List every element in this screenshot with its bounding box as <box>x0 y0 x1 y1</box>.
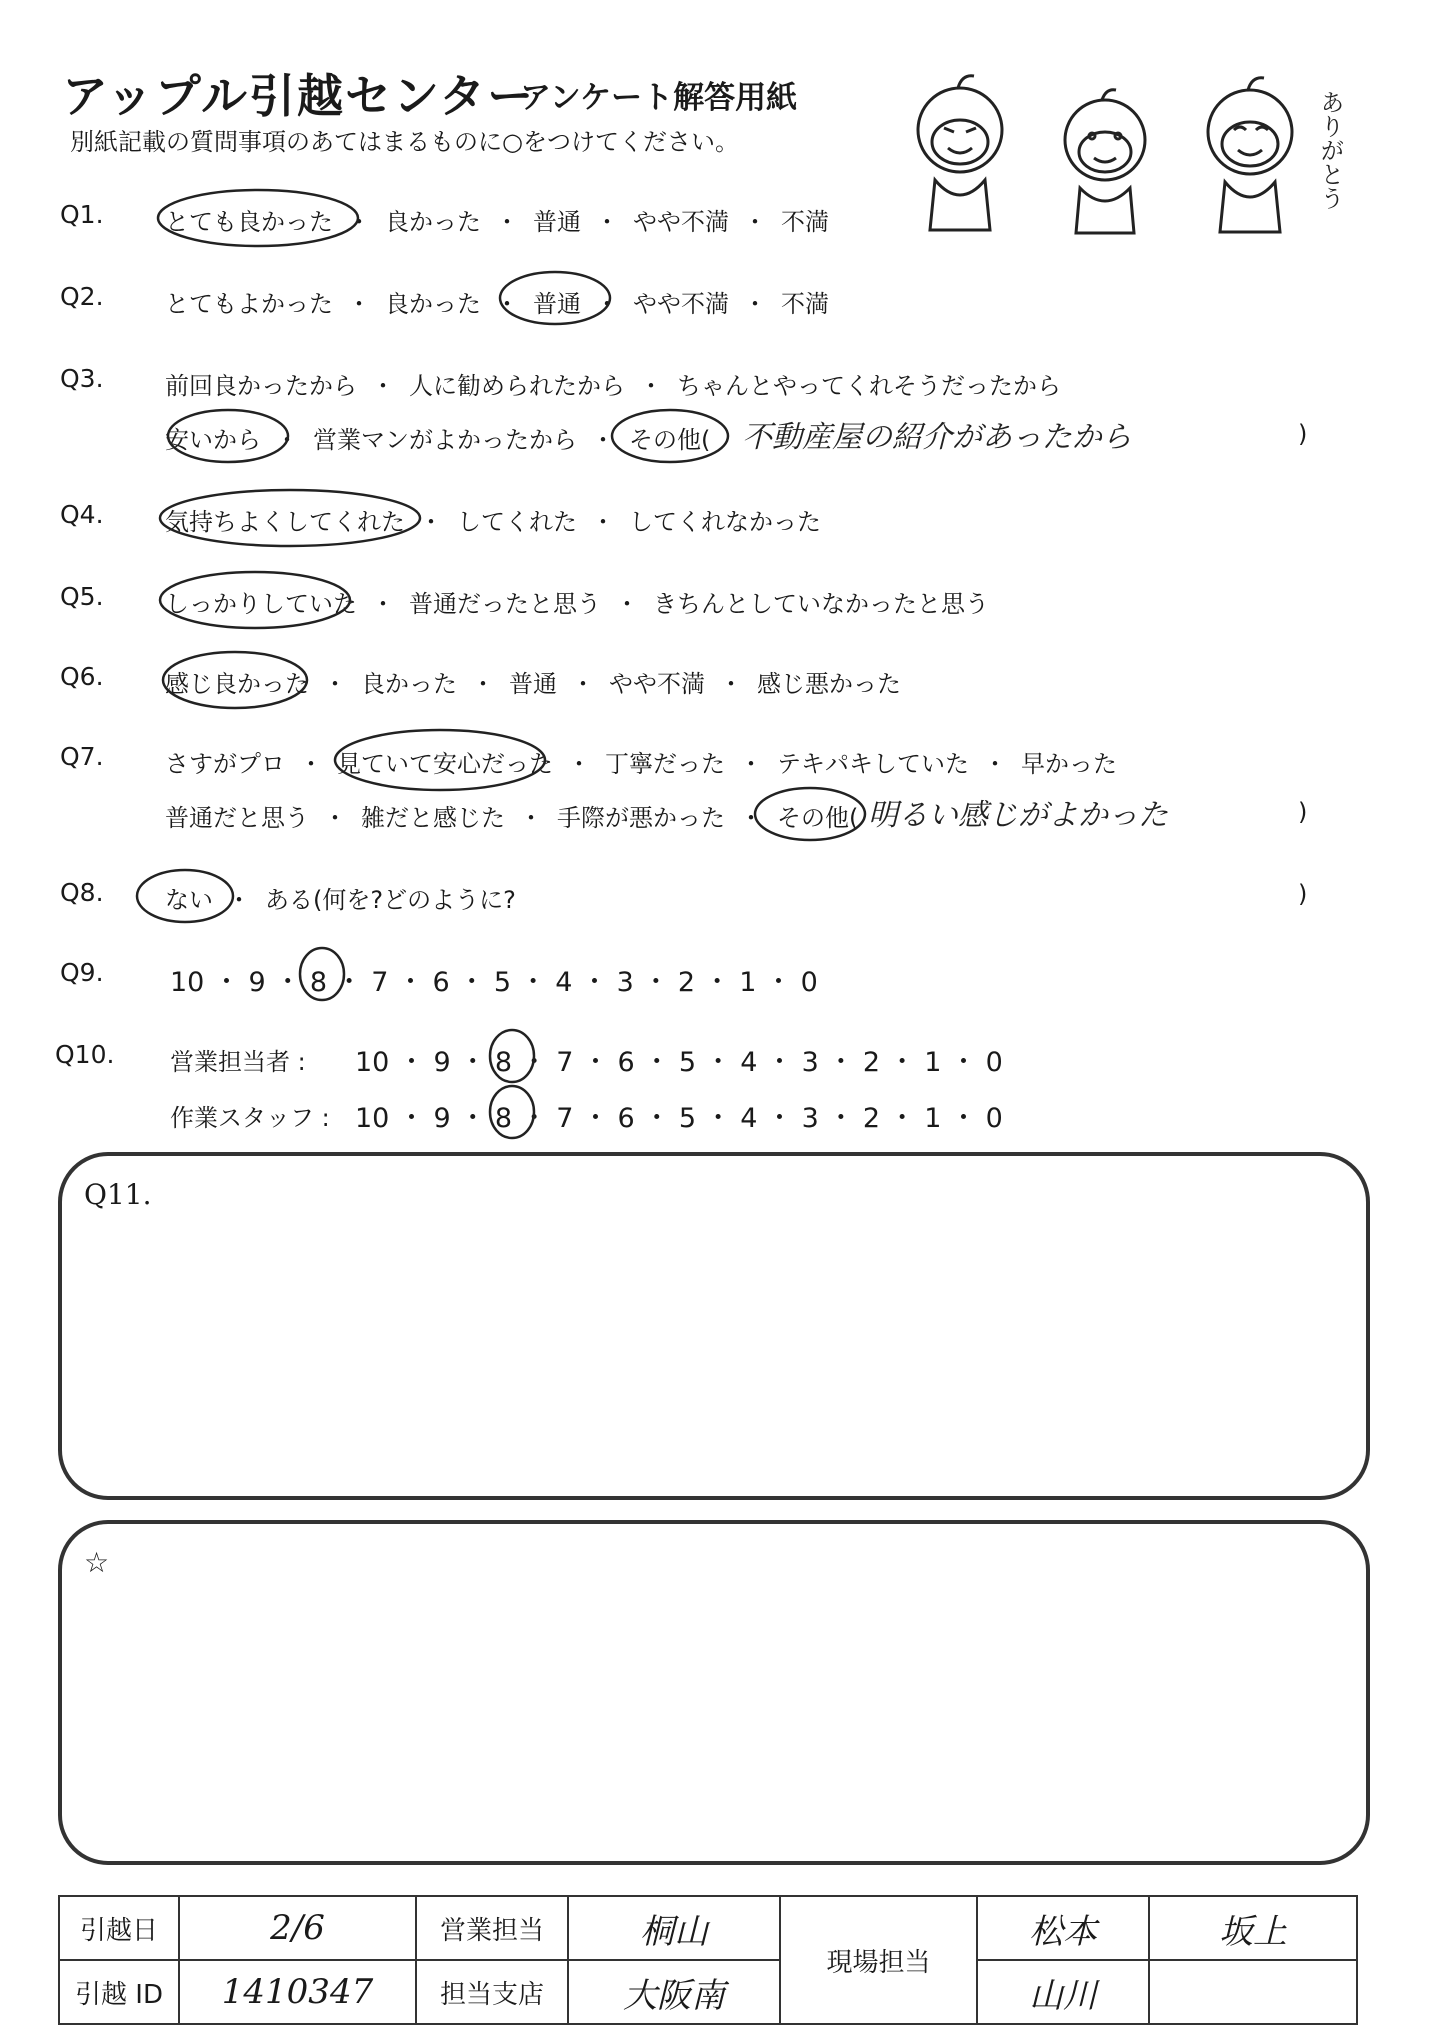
q7-option[interactable]: 丁寧だった <box>605 750 725 778</box>
site-rep-value-1[interactable]: 松本 <box>977 1896 1149 1960</box>
q5-option[interactable]: しっかりしていた <box>165 590 357 618</box>
q7-option[interactable]: 早かった <box>1021 750 1117 778</box>
q9-label: Q9. <box>60 958 104 987</box>
q3-option[interactable]: 前回良かったから <box>165 372 357 400</box>
site-rep-value-2[interactable]: 坂上 <box>1149 1896 1357 1960</box>
branch-value[interactable]: 大阪南 <box>568 1960 780 2024</box>
mascot-monkeys-illustration <box>880 70 1360 250</box>
move-date-label: 引越日 <box>59 1896 179 1960</box>
q1-option[interactable]: やや不満 <box>633 208 729 236</box>
q7-option[interactable]: さすがプロ <box>165 750 285 778</box>
q10-label: Q10. <box>55 1040 115 1069</box>
q11-comment-box[interactable] <box>58 1152 1370 1500</box>
q6-option[interactable]: やや不満 <box>609 670 705 698</box>
move-id-label: 引越 ID <box>59 1960 179 2024</box>
monkey-face-icon <box>918 76 1002 230</box>
q1-option[interactable]: 良かった <box>385 208 481 236</box>
q3-option[interactable]: 安いから <box>165 426 261 454</box>
q1-option[interactable]: 普通 <box>533 208 581 236</box>
q2-option[interactable]: 不満 <box>781 290 829 318</box>
q10-staff-rating-scale[interactable]: 10 ・ 9 ・ 8 ・ 7 ・ 6 ・ 5 ・ 4 ・ 3 ・ 2 ・ 1 ・ 0 <box>355 1103 1003 1134</box>
q2-option[interactable]: とてもよかった <box>165 290 333 318</box>
q6-option[interactable]: 普通 <box>509 670 557 698</box>
move-date-value[interactable]: 2/6 <box>179 1896 416 1960</box>
q2-option[interactable]: 良かった <box>385 290 481 318</box>
q7-close-paren: ) <box>1298 798 1308 826</box>
q6-option[interactable]: 感じ悪かった <box>757 670 901 698</box>
q9-rating-scale[interactable]: 10 ・ 9 ・ 8 ・ 7 ・ 6 ・ 5 ・ 4 ・ 3 ・ 2 ・ 1 ・ 0 <box>170 967 818 998</box>
monkey-face-icon <box>1065 90 1145 233</box>
mascot-caption: ありがとう <box>1316 90 1344 210</box>
q1-option[interactable]: 不満 <box>781 208 829 236</box>
q8-options: ない ・ ある(何を?どのように? <box>165 886 516 914</box>
q7-option[interactable]: 見ていて安心だった <box>337 750 553 778</box>
q7-option[interactable]: テキパキしていた <box>777 750 969 778</box>
instructions-text: 別紙記載の質問事項のあてはまるものに○をつけてください。 <box>70 128 739 156</box>
q3-other-handwritten[interactable]: 不動産屋の紹介があったから <box>742 420 1132 455</box>
company-brand-title: アップル引越センター <box>62 69 536 123</box>
move-id-value[interactable]: 1410347 <box>179 1960 416 2024</box>
q7-option[interactable]: 普通だと思う <box>165 804 309 832</box>
q2-options: とてもよかった ・ 良かった ・ 普通 ・ やや不満 ・ 不満 <box>165 290 829 318</box>
q3-options-line1: 前回良かったから ・ 人に勧められたから ・ ちゃんとやってくれそうだったから <box>165 372 1061 400</box>
q3-label: Q3. <box>60 364 104 393</box>
q7-options-line1: さすがプロ ・ 見ていて安心だった ・ 丁寧だった ・ テキパキしていた ・ 早かった <box>165 750 1117 778</box>
q6-options: 感じ良かった ・ 良かった ・ 普通 ・ やや不満 ・ 感じ悪かった <box>165 670 901 698</box>
site-rep-empty-cell[interactable] <box>1149 1960 1357 2024</box>
q1-option[interactable]: とても良かった <box>165 208 333 236</box>
q4-option[interactable]: してくれた <box>457 508 577 536</box>
q7-label: Q7. <box>60 742 104 771</box>
q7-other-handwritten[interactable]: 明るい感じがよかった <box>868 798 1168 833</box>
q3-option[interactable]: 人に勧められたから <box>409 372 625 400</box>
form-subtitle: アンケート解答用紙 <box>520 80 798 116</box>
q3-other-option[interactable]: その他( <box>629 426 711 454</box>
q11-label: Q11. <box>84 1178 152 1211</box>
q3-option[interactable]: ちゃんとやってくれそうだったから <box>677 372 1061 400</box>
q2-option[interactable]: 普通 <box>533 290 581 318</box>
q1-options: とても良かった ・ 良かった ・ 普通 ・ やや不満 ・ 不満 <box>165 208 829 236</box>
q2-option[interactable]: やや不満 <box>633 290 729 318</box>
q10-staff-label: 作業スタッフ : <box>170 1104 330 1132</box>
q7-other-option[interactable]: その他( <box>777 804 859 832</box>
q6-label: Q6. <box>60 662 104 691</box>
star-label: ☆ <box>84 1546 110 1579</box>
q5-label: Q5. <box>60 582 104 611</box>
star-comment-box[interactable] <box>58 1520 1370 1865</box>
q4-label: Q4. <box>60 500 104 529</box>
q7-option[interactable]: 雑だと感じた <box>361 804 505 832</box>
sales-rep-value[interactable]: 桐山 <box>568 1896 780 1960</box>
q3-option[interactable]: 営業マンがよかったから <box>313 426 577 454</box>
q5-options: しっかりしていた ・ 普通だったと思う ・ きちんとしていなかったと思う <box>165 590 989 618</box>
q4-options: 気持ちよくしてくれた ・ してくれた ・ してくれなかった <box>165 508 821 536</box>
q8-option[interactable]: ある(何を?どのように? <box>265 886 516 914</box>
q7-option[interactable]: 手際が悪かった <box>557 804 725 832</box>
sales-rep-label: 営業担当 <box>416 1896 568 1960</box>
q2-label: Q2. <box>60 282 104 311</box>
branch-label: 担当支店 <box>416 1960 568 2024</box>
q10-sales-rating-scale[interactable]: 10 ・ 9 ・ 8 ・ 7 ・ 6 ・ 5 ・ 4 ・ 3 ・ 2 ・ 1 ・ 0 <box>355 1047 1003 1078</box>
site-rep-label: 現場担当 <box>780 1896 977 2024</box>
site-rep-value-3[interactable]: 山川 <box>977 1960 1149 2024</box>
q3-close-paren: ) <box>1298 420 1308 448</box>
q8-label: Q8. <box>60 878 104 907</box>
q7-options-line2: 普通だと思う ・ 雑だと感じた ・ 手際が悪かった ・ その他( <box>165 804 859 832</box>
q4-option[interactable]: してくれなかった <box>629 508 821 536</box>
q4-option[interactable]: 気持ちよくしてくれた <box>165 508 405 536</box>
q8-close-paren: ) <box>1298 880 1308 908</box>
q10-sales-label: 営業担当者 : <box>170 1048 306 1076</box>
q1-label: Q1. <box>60 200 104 229</box>
q6-option[interactable]: 感じ良かった <box>165 670 309 698</box>
q5-option[interactable]: 普通だったと思う <box>409 590 601 618</box>
footer-info-table <box>58 1895 1358 2025</box>
q5-option[interactable]: きちんとしていなかったと思う <box>653 590 989 618</box>
q6-option[interactable]: 良かった <box>361 670 457 698</box>
q3-options-line2: 安いから ・ 営業マンがよかったから ・ その他( <box>165 426 711 454</box>
monkey-face-icon <box>1208 78 1292 232</box>
q8-option[interactable]: ない <box>165 886 213 914</box>
